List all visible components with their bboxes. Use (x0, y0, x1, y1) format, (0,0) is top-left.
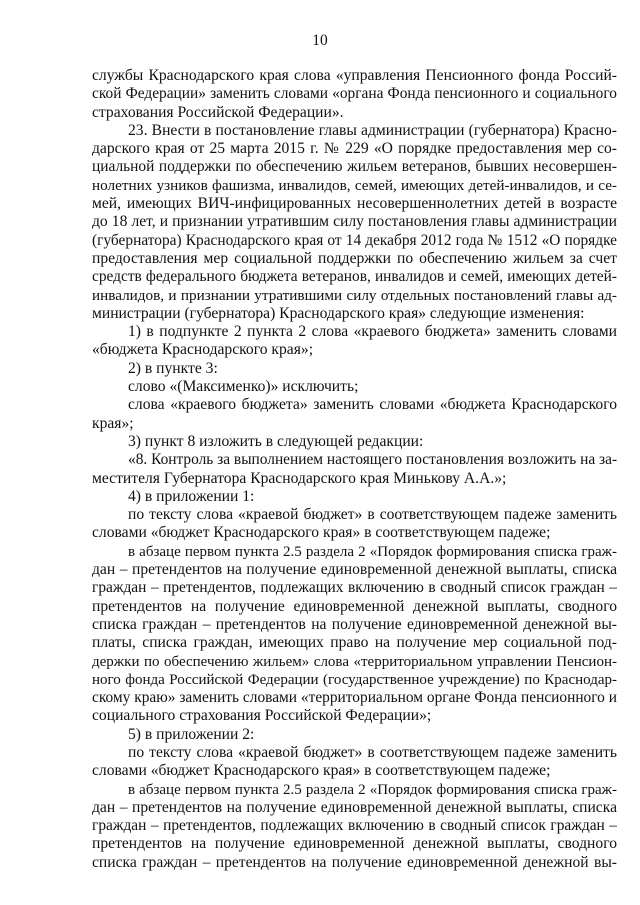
text-line: платы, списка граждан, имеющих право на получение мер социальной под- (92, 634, 617, 652)
text-line: скому краю» заменить словами «территориальном органе Фонда пенсионного и (92, 689, 617, 707)
text-line: претендентов на получение единовременной денежной выплаты, сводного (92, 597, 617, 615)
text-line: держки по обеспечению жильем» слова «территориальном управлении Пенсион- (92, 653, 617, 670)
text-line: слова «краевого бюджета» заменить словами «бюджета Краснодарского (128, 396, 617, 414)
text-line: местителя Губернатора Краснодарского края Минькову А.А.»; (92, 469, 507, 487)
text-line: в абзаце первом пункта 2.5 раздела 2 «Порядок формирования списка граж- (128, 543, 617, 560)
text-line: «8. Контроль за выполнением настоящего постановления возложить на за- (128, 451, 617, 469)
page-number: 10 (312, 32, 328, 49)
text-line: слово «(Максименко)» исключить; (128, 378, 359, 396)
text-line: граждан – претендентов, подлежащих включению в сводный список граждан – (92, 579, 617, 597)
text-line: претендентов на получение единовременной денежной выплаты, сводного (92, 835, 617, 853)
text-line: циальной поддержки по обеспечению жильем ветеранов, бывших несовершен- (92, 158, 617, 176)
text-line: 4) в приложении 1: (128, 487, 255, 505)
text-line: по тексту слова «краевой бюджет» в соответствующем падеже заменить (128, 743, 617, 761)
text-line: страхования Российской Федерации». (92, 103, 344, 121)
text-line: социального страхования Российской Федерации»; (92, 707, 432, 725)
text-line: списка граждан – претендентов на получение единовременной денежной вы- (92, 853, 617, 871)
text-line: предоставления мер социальной поддержки по обеспечению жильем за счет (92, 249, 617, 267)
text-line: дан – претендентов на получение единовременной денежной выплаты, списка (92, 798, 617, 816)
text-line: 1) в подпункте 2 пункта 2 слова «краевого бюджета» заменить словами (128, 323, 617, 341)
text-line: ской Федерации» заменить словами «органа Фонда пенсионного и социального (92, 85, 617, 103)
text-line: в абзаце первом пункта 2.5 раздела 2 «Порядок формирования списка граж- (128, 781, 617, 798)
text-line: (губернатора) Краснодарского края от 14 декабря 2012 года № 1512 «О порядке (92, 231, 617, 249)
text-line: словами «бюджет Краснодарского края» в соответствующем падеже; (92, 762, 551, 780)
text-line: края»; (92, 414, 134, 432)
text-line: средств федерального бюджета ветеранов, инвалидов и семей, имеющих детей- (92, 268, 617, 286)
text-line: «бюджета Краснодарского края»; (92, 341, 314, 359)
text-line: списка граждан – претендентов на получение единовременной денежной вы- (92, 615, 617, 633)
text-line: 23. Внести в постановление главы администрации (губернатора) Красно- (128, 121, 617, 139)
text-line: службы Краснодарского края слова «управления Пенсионного фонда Россий- (92, 67, 617, 84)
text-line: 3) пункт 8 изложить в следующей редакции: (128, 432, 424, 450)
text-line: ного фонда Российской Федерации (государственное учреждение) по Краснодар- (92, 671, 617, 688)
text-line: словами «бюджет Краснодарского края» в соответствующем падеже; (92, 524, 551, 542)
document-body (92, 67, 617, 872)
text-line: нолетних узников фашизма, инвалидов, семей, имеющих детей-инвалидов, и се- (92, 176, 617, 194)
text-line: до 18 лет, и признании утратившим силу постановления главы администрации (92, 213, 617, 231)
text-line: мей, имеющих ВИЧ-инфицированных несовершеннолетних детей в возрасте (92, 195, 617, 213)
text-line: дарского края от 25 марта 2015 г. № 229 «О порядке предоставления мер со- (92, 140, 617, 158)
text-line: дан – претендентов на получение единовременной денежной выплаты, списка (92, 561, 617, 579)
text-line: 5) в приложении 2: (128, 725, 255, 743)
text-line: 2) в пункте 3: (128, 359, 218, 377)
text-line: министрации (губернатора) Краснодарского края» следующие изменения: (92, 304, 585, 322)
text-line: инвалидов, и признании утратившими силу отдельных постановлений главы ад- (92, 286, 617, 304)
text-line: по тексту слова «краевой бюджет» в соответствующем падеже заменить (128, 506, 617, 524)
text-line: граждан – претендентов, подлежащих включению в сводный список граждан – (92, 817, 617, 835)
